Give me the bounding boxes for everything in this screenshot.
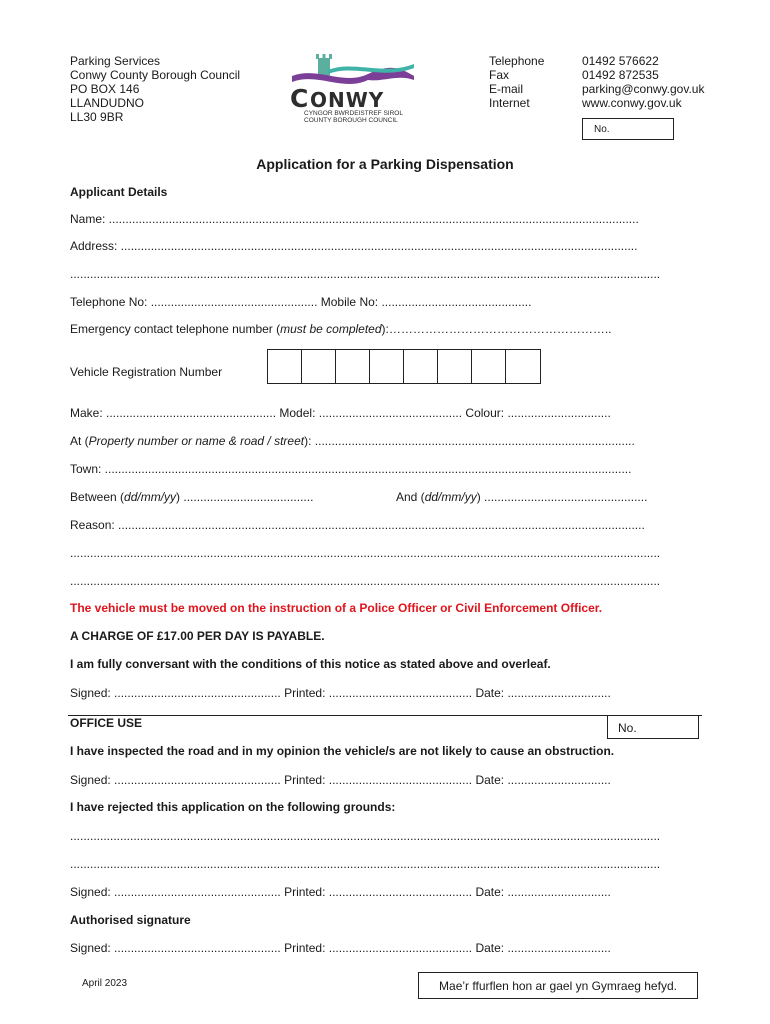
emergency-required-note: must be completed — [280, 322, 382, 336]
registration-char-box[interactable] — [268, 350, 302, 383]
and-format: dd/mm/yy — [424, 490, 477, 504]
address-line: LLANDUDNO — [70, 96, 145, 110]
address-field[interactable]: Address: ........................................................................................................................................................... — [70, 239, 638, 253]
contact-label: E-mail — [489, 82, 524, 96]
and-label: And ( — [396, 490, 425, 504]
location-field[interactable] — [70, 434, 674, 448]
logo-subtitle — [304, 110, 403, 124]
make-model-colour-fields[interactable]: Make: ................................................... Model: ........................................... Colour: ............................... — [70, 406, 611, 420]
contact-values — [582, 54, 704, 110]
police-instruction-notice: The vehicle must be moved on the instruction of a Police Officer or Civil Enforcement Officer. — [70, 601, 603, 615]
council-address — [70, 54, 240, 124]
and-dots: ) ................................................. — [476, 490, 648, 504]
telephone-value: 01492 576622 — [582, 54, 659, 68]
between-date-field[interactable] — [70, 490, 360, 504]
between-dots: ) ....................................... — [176, 490, 314, 504]
office-use-heading: OFFICE USE — [70, 716, 143, 730]
name-field[interactable]: Name: ............................................................................................................................................................... — [70, 212, 639, 226]
svg-text:C: C — [290, 84, 310, 113]
rejection-grounds-field[interactable]: ................................................................................................................................................................................. — [70, 829, 661, 843]
authorised-signature-fields[interactable]: Signed: .................................................. Printed: ........................................... Date: ............................... — [70, 941, 611, 955]
contact-label: Telephone — [489, 54, 545, 68]
inspector-signature-fields[interactable]: Signed: .................................................. Printed: ........................................... Date: ............................... — [70, 773, 611, 787]
address-line: PO BOX 146 — [70, 82, 140, 96]
address-line: LL30 9BR — [70, 110, 124, 124]
rejection-signature-fields[interactable]: Signed: .................................................. Printed: ........................................... Date: ............................... — [70, 885, 611, 899]
welsh-availability-notice: Mae’r ffurflen hon ar gael yn Gymraeg hefyd. — [418, 972, 698, 999]
between-format: dd/mm/yy — [124, 490, 177, 504]
reason-field-continued[interactable]: ................................................................................................................................................................................. — [70, 574, 661, 588]
applicant-signature-fields[interactable]: Signed: .................................................. Printed: ........................................... Date: ............................... — [70, 686, 611, 700]
email-link[interactable]: parking@conwy.gov.uk — [582, 82, 705, 96]
office-reference-box[interactable] — [607, 716, 699, 739]
registration-char-box[interactable] — [506, 350, 540, 383]
location-hint: Property number or name & road / street — [88, 434, 305, 448]
rejection-statement: I have rejected this application on the following grounds: — [70, 800, 396, 814]
applicant-details-heading: Applicant Details — [70, 185, 168, 199]
conwy-logo — [288, 52, 426, 132]
emergency-label: Emergency contact telephone number ( — [70, 322, 281, 336]
address-line: Parking Services — [70, 54, 161, 68]
vehicle-registration-grid — [267, 349, 541, 384]
registration-char-box[interactable] — [370, 350, 404, 383]
address-line: Conwy County Borough Council — [70, 68, 241, 82]
reference-number-box[interactable] — [582, 118, 674, 140]
fax-value: 01492 872535 — [582, 68, 659, 82]
location-dots: ): ................................................................................................ — [304, 434, 635, 448]
emergency-contact-field[interactable] — [70, 322, 674, 336]
registration-char-box[interactable] — [438, 350, 472, 383]
logo-line-welsh: CYNGOR BWRDEISTREF SIROL — [304, 110, 403, 117]
authorised-signature-heading: Authorised signature — [70, 913, 191, 927]
contact-label: Fax — [489, 68, 510, 82]
form-title: Application for a Parking Dispensation — [256, 156, 514, 172]
website-link[interactable]: www.conwy.gov.uk — [582, 96, 682, 110]
registration-char-box[interactable] — [472, 350, 506, 383]
form-version-date: April 2023 — [82, 978, 128, 989]
location-label: At ( — [70, 434, 89, 448]
reason-field[interactable]: Reason: .............................................................................................................................................................. — [70, 518, 645, 532]
rejection-grounds-field[interactable]: ................................................................................................................................................................................. — [70, 857, 661, 871]
reference-number-label: No. — [594, 124, 610, 135]
emergency-dots: ):……………………………………………….. — [381, 322, 612, 336]
svg-text:ONWY: ONWY — [310, 88, 385, 112]
conditions-declaration: I am fully conversant with the conditions of this notice as stated above and overleaf. — [70, 657, 551, 671]
registration-char-box[interactable] — [302, 350, 336, 383]
office-reference-label: No. — [618, 721, 637, 735]
contact-labels — [489, 54, 544, 110]
address-field-continued[interactable]: ................................................................................................................................................................................. — [70, 267, 661, 281]
between-label: Between ( — [70, 490, 125, 504]
registration-char-box[interactable] — [404, 350, 438, 383]
daily-charge-notice: A CHARGE OF £17.00 PER DAY IS PAYABLE. — [70, 629, 325, 643]
contact-label: Internet — [489, 96, 530, 110]
inspection-statement: I have inspected the road and in my opinion the vehicle/s are not likely to cause an obstruction. — [70, 744, 615, 758]
telephone-mobile-fields[interactable]: Telephone No: .................................................. Mobile No: ............................................. — [70, 295, 532, 309]
reason-field-continued[interactable]: ................................................................................................................................................................................. — [70, 546, 661, 560]
and-date-field[interactable] — [396, 490, 676, 504]
vehicle-registration-label: Vehicle Registration Number — [70, 365, 223, 379]
registration-char-box[interactable] — [336, 350, 370, 383]
logo-line-english: COUNTY BOROUGH COUNCIL — [304, 117, 398, 124]
town-field[interactable]: Town: .............................................................................................................................................................. — [70, 462, 632, 476]
